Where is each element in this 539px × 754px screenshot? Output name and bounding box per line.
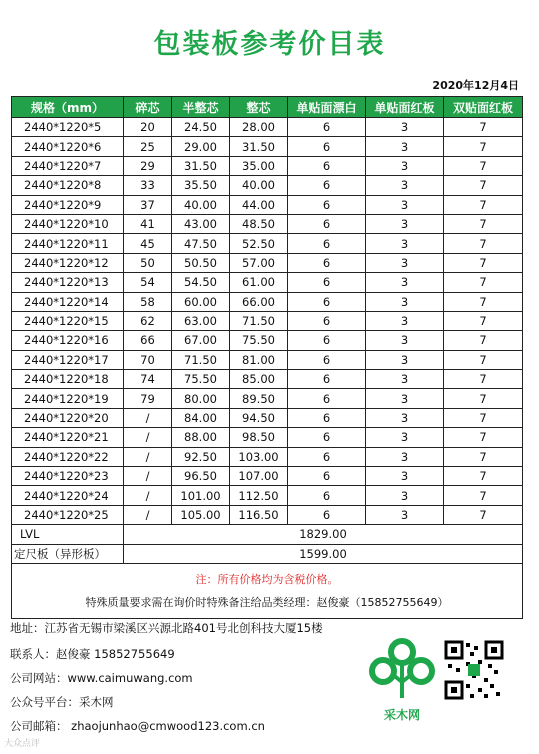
table-cell: 2440*1220*18 [12, 370, 124, 389]
table-cell: 7 [444, 214, 523, 233]
table-cell: 84.00 [172, 408, 230, 427]
table-cell: 7 [444, 408, 523, 427]
table-cell: 45 [124, 234, 172, 253]
column-header: 规格（mm） [12, 97, 124, 118]
table-cell: 54.50 [172, 273, 230, 292]
table-cell: 3 [366, 370, 444, 389]
table-cell: 6 [288, 195, 366, 214]
table-cell: 6 [288, 389, 366, 408]
table-cell: 92.50 [172, 447, 230, 466]
website-text: 公司网站：www.caimuwang.com [10, 671, 193, 685]
table-cell: 50 [124, 253, 172, 272]
table-row [12, 118, 523, 137]
table-cell: 37 [124, 195, 172, 214]
table-row [12, 137, 523, 156]
table-cell: 2440*1220*22 [12, 447, 124, 466]
table-row [12, 447, 523, 466]
table-cell: 7 [444, 486, 523, 505]
table-cell: 48.50 [230, 214, 288, 233]
column-header: 双贴面红板 [444, 97, 523, 118]
table-cell: 6 [288, 156, 366, 175]
table-row [12, 350, 523, 369]
table-cell: 44.00 [230, 195, 288, 214]
table-row [12, 195, 523, 214]
table-cell: 3 [366, 118, 444, 137]
table-cell: 94.50 [230, 408, 288, 427]
table-cell: / [124, 447, 172, 466]
table-cell: 2440*1220*14 [12, 292, 124, 311]
table-cell: 6 [288, 311, 366, 330]
notes-cell [12, 563, 523, 618]
column-header: 单贴面红板 [366, 97, 444, 118]
table-cell: 2440*1220*17 [12, 350, 124, 369]
table-cell: 2440*1220*16 [12, 331, 124, 350]
table-cell: 60.00 [172, 292, 230, 311]
table-cell: 3 [366, 486, 444, 505]
table-cell: 7 [444, 273, 523, 292]
table-cell: 3 [366, 292, 444, 311]
table-cell: 2440*1220*13 [12, 273, 124, 292]
table-cell: / [124, 505, 172, 524]
table-cell: 3 [366, 195, 444, 214]
table-cell: 41 [124, 214, 172, 233]
qr-code-icon [444, 640, 504, 700]
table-cell: 40.00 [230, 176, 288, 195]
table-cell: 2440*1220*23 [12, 467, 124, 486]
table-cell: 63.00 [172, 311, 230, 330]
table-cell: / [124, 486, 172, 505]
table-cell: 6 [288, 467, 366, 486]
table-cell: 57.00 [230, 253, 288, 272]
table-cell: 3 [366, 253, 444, 272]
table-header-row [12, 97, 523, 118]
table-cell: 24.50 [172, 118, 230, 137]
table-cell: 7 [444, 350, 523, 369]
table-cell: 2440*1220*25 [12, 505, 124, 524]
table-cell: 7 [444, 292, 523, 311]
email-text: 公司邮箱： zhaojunhao@cmwood123.com.cn [10, 719, 265, 733]
table-cell: 2440*1220*24 [12, 486, 124, 505]
address-text: 地址：江苏省无锡市梁溪区兴源北路401号北创科技大厦15楼 [10, 621, 323, 635]
table-cell: 75.50 [172, 370, 230, 389]
table-cell: 7 [444, 195, 523, 214]
table-cell: 50.50 [172, 253, 230, 272]
table-cell: 6 [288, 273, 366, 292]
table-cell: 62 [124, 311, 172, 330]
table-cell: 71.50 [172, 350, 230, 369]
table-cell: 20 [124, 118, 172, 137]
table-cell: 35.50 [172, 176, 230, 195]
table-cell: 79 [124, 389, 172, 408]
table-cell: 112.50 [230, 486, 288, 505]
table-cell: 6 [288, 292, 366, 311]
table-cell: 6 [288, 486, 366, 505]
table-cell: 6 [288, 350, 366, 369]
table-cell: 52.50 [230, 234, 288, 253]
table-cell: 7 [444, 331, 523, 350]
lvl-price: 1829.00 [124, 525, 523, 544]
lvl-label: LVL [12, 525, 124, 544]
table-cell: 35.00 [230, 156, 288, 175]
table-row [12, 156, 523, 175]
table-cell: 2440*1220*10 [12, 214, 124, 233]
table-cell: 98.50 [230, 428, 288, 447]
table-cell: 29 [124, 156, 172, 175]
table-row [12, 505, 523, 524]
table-cell: 6 [288, 408, 366, 427]
table-row [12, 311, 523, 330]
table-cell: 31.50 [172, 156, 230, 175]
table-cell: 61.00 [230, 273, 288, 292]
table-cell: 2440*1220*6 [12, 137, 124, 156]
table-cell: 31.50 [230, 137, 288, 156]
table-cell: 71.50 [230, 311, 288, 330]
table-row [12, 253, 523, 272]
table-cell: 7 [444, 176, 523, 195]
table-cell: 6 [288, 428, 366, 447]
table-cell: 3 [366, 331, 444, 350]
table-cell: 58 [124, 292, 172, 311]
watermark-text: 大众点评 [4, 739, 41, 749]
table-cell: 7 [444, 389, 523, 408]
table-cell: 2440*1220*20 [12, 408, 124, 427]
table-cell: 75.50 [230, 331, 288, 350]
table-cell: 6 [288, 253, 366, 272]
table-cell: 3 [366, 137, 444, 156]
table-cell: 7 [444, 505, 523, 524]
table-row [12, 428, 523, 447]
table-cell: 3 [366, 389, 444, 408]
table-cell: 3 [366, 467, 444, 486]
table-cell: 6 [288, 137, 366, 156]
wechat-text: 公众号平台：采木网 [10, 695, 114, 709]
table-cell: 107.00 [230, 467, 288, 486]
table-cell: 47.50 [172, 234, 230, 253]
table-cell: 7 [444, 311, 523, 330]
table-cell: 2440*1220*5 [12, 118, 124, 137]
table-cell: 89.50 [230, 389, 288, 408]
column-header: 整芯 [230, 97, 288, 118]
table-cell: 7 [444, 137, 523, 156]
table-cell: 2440*1220*19 [12, 389, 124, 408]
table-cell: 43.00 [172, 214, 230, 233]
table-cell: 80.00 [172, 389, 230, 408]
custom-board-row [12, 544, 523, 563]
table-cell: 7 [444, 428, 523, 447]
table-row [12, 408, 523, 427]
table-cell: 40.00 [172, 195, 230, 214]
table-row [12, 273, 523, 292]
table-cell: 7 [444, 156, 523, 175]
table-cell: 6 [288, 370, 366, 389]
table-cell: 96.50 [172, 467, 230, 486]
table-cell: 2440*1220*12 [12, 253, 124, 272]
table-cell: 3 [366, 447, 444, 466]
table-row [12, 234, 523, 253]
table-cell: 6 [288, 447, 366, 466]
table-cell: 3 [366, 176, 444, 195]
table-row [12, 292, 523, 311]
table-cell: 103.00 [230, 447, 288, 466]
caimuwang-logo [366, 638, 438, 722]
table-cell: 3 [366, 350, 444, 369]
table-cell: 105.00 [172, 505, 230, 524]
special-note: 特殊质量要求需在询价时特殊备注给品类经理：赵俊豪（15852755649） [85, 596, 449, 610]
lvl-row [12, 525, 523, 544]
contact-text: 联系人：赵俊豪 15852755649 [10, 647, 175, 661]
notes-row [12, 563, 523, 618]
table-row [12, 370, 523, 389]
table-row [12, 486, 523, 505]
table-cell: / [124, 467, 172, 486]
table-cell: 33 [124, 176, 172, 195]
tax-note: 注：所有价格均为含税价格。 [195, 573, 339, 587]
table-row [12, 176, 523, 195]
table-cell: 54 [124, 273, 172, 292]
table-cell: 81.00 [230, 350, 288, 369]
table-cell: 3 [366, 214, 444, 233]
table-cell: 2440*1220*21 [12, 428, 124, 447]
table-cell: 6 [288, 214, 366, 233]
table-row [12, 214, 523, 233]
table-cell: 67.00 [172, 331, 230, 350]
table-row [12, 389, 523, 408]
table-cell: 2440*1220*15 [12, 311, 124, 330]
table-cell: 6 [288, 234, 366, 253]
table-cell: / [124, 428, 172, 447]
table-cell: 2440*1220*9 [12, 195, 124, 214]
table-cell: 2440*1220*11 [12, 234, 124, 253]
table-cell: 116.50 [230, 505, 288, 524]
date-label: 2020年12月4日 [432, 79, 519, 92]
qr-code [444, 640, 504, 700]
column-header: 半整芯 [172, 97, 230, 118]
table-cell: 3 [366, 505, 444, 524]
table-cell: 101.00 [172, 486, 230, 505]
table-cell: 7 [444, 253, 523, 272]
table-cell: 6 [288, 118, 366, 137]
table-cell: 74 [124, 370, 172, 389]
custom-board-price: 1599.00 [124, 544, 523, 563]
table-cell: 28.00 [230, 118, 288, 137]
table-cell: 2440*1220*8 [12, 176, 124, 195]
tree-logo-icon [366, 638, 438, 700]
table-cell: 66.00 [230, 292, 288, 311]
page-title: 包装板参考价目表 [153, 29, 386, 60]
table-cell: 3 [366, 408, 444, 427]
table-cell: 29.00 [172, 137, 230, 156]
table-cell: 6 [288, 176, 366, 195]
table-cell: 7 [444, 447, 523, 466]
table-cell: 66 [124, 331, 172, 350]
column-header: 碎芯 [124, 97, 172, 118]
table-cell: 3 [366, 311, 444, 330]
logo-text: 采木网 [383, 708, 420, 722]
table-row [12, 467, 523, 486]
table-cell: 25 [124, 137, 172, 156]
table-cell: 85.00 [230, 370, 288, 389]
table-cell: 88.00 [172, 428, 230, 447]
column-header: 单贴面漂白 [288, 97, 366, 118]
table-cell: 3 [366, 273, 444, 292]
table-cell: 70 [124, 350, 172, 369]
table-cell: 3 [366, 428, 444, 447]
table-cell: 3 [366, 156, 444, 175]
table-cell: 7 [444, 467, 523, 486]
table-cell: 7 [444, 370, 523, 389]
table-cell: 7 [444, 118, 523, 137]
table-cell: 7 [444, 234, 523, 253]
table-row [12, 331, 523, 350]
table-cell: 2440*1220*7 [12, 156, 124, 175]
table-cell: / [124, 408, 172, 427]
table-cell: 3 [366, 234, 444, 253]
table-cell: 6 [288, 505, 366, 524]
custom-board-label: 定尺板（异形板） [12, 544, 124, 563]
table-cell: 6 [288, 331, 366, 350]
price-table [11, 96, 523, 619]
